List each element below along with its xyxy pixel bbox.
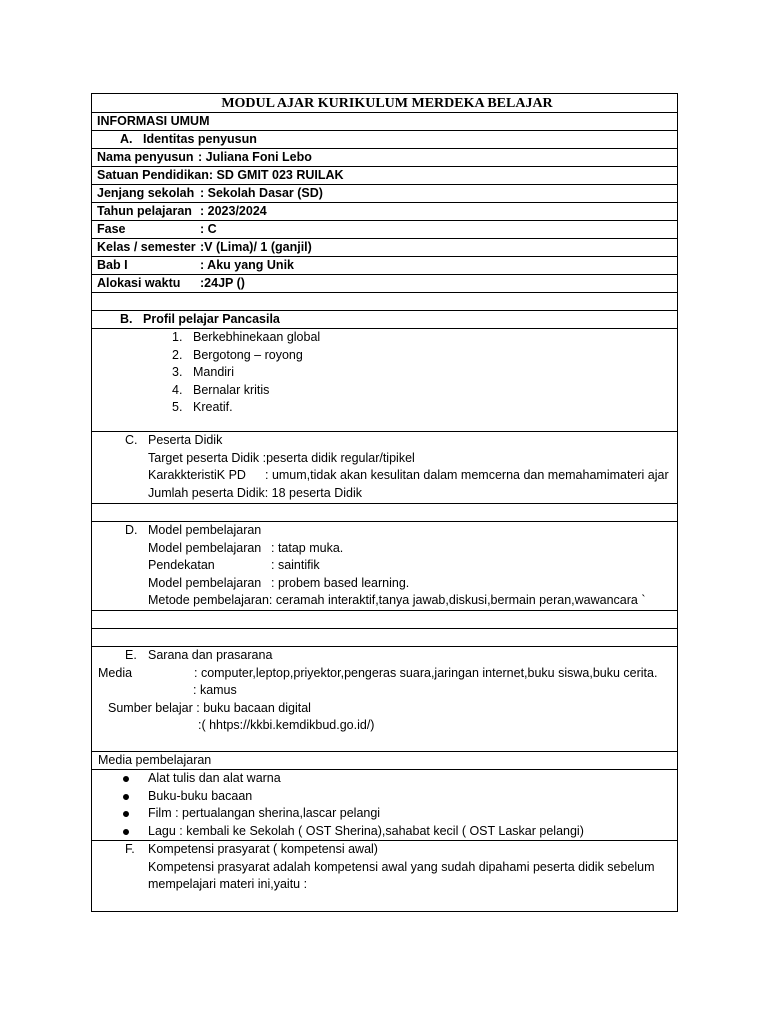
nama-label: Nama penyusun	[97, 150, 194, 164]
list-item: Film : pertualangan sherina,lascar pelangi	[97, 805, 677, 823]
section-d-heading	[97, 522, 677, 540]
empty-row	[92, 504, 677, 522]
metode-row: Metode pembelajaran: ceramah interaktif,tanya jawab,diskusi,bermain peran,wawancara `	[148, 593, 646, 607]
media-bullet-cell	[92, 770, 677, 841]
section-c-letter: C.	[125, 433, 138, 447]
list-item: Lagu : kembali ke Sekolah ( OST Sherina),sahabat kecil ( OST Laskar pelangi)	[97, 823, 677, 841]
model2-label: Model pembelajaran	[148, 575, 262, 590]
empty-row	[92, 611, 677, 629]
sumber-value: : buku bacaan digital	[196, 700, 311, 715]
jumlah-peserta: Jumlah peserta Didik: 18 peserta Didik	[148, 485, 362, 500]
section-a-heading	[92, 131, 677, 149]
section-a-title: Identitas penyusun	[143, 132, 257, 146]
bullet-icon	[123, 794, 129, 800]
kompetensi-paragraph-line-1: Kompetensi prasyarat adalah kompetensi awal yang sudah dipahami peserta didik sebelum	[148, 859, 655, 874]
kompetensi-paragraph-line-2: mempelajari materi ini,yaitu :	[148, 877, 308, 891]
identity-row-alokasi	[92, 275, 677, 293]
section-d-cell	[92, 522, 677, 611]
section-e-heading	[97, 647, 677, 665]
profil-list-cell	[92, 329, 677, 432]
target-peserta: Target peserta Didik :peserta didik regular/tipikel	[148, 450, 415, 465]
alokasi-value: :24JP ()	[200, 276, 245, 290]
list-item: 3. Mandiri	[172, 365, 234, 379]
section-d-title: Model pembelajaran	[148, 523, 262, 537]
section-f-heading	[97, 841, 677, 859]
identity-row-tahun	[92, 203, 677, 221]
bullet-icon	[123, 829, 129, 835]
sumber-link: :( hhtps://kkbi.kemdikbud.go.id/)	[198, 718, 375, 732]
profil-numbered-list	[97, 329, 677, 417]
list-item: 4. Bernalar kritis	[172, 382, 270, 397]
informasi-umum-heading: INFORMASI UMUM	[92, 113, 677, 131]
identity-row-nama	[92, 149, 677, 167]
karakteristik-label: KarakkteristiK PD	[148, 468, 246, 482]
media-row	[92, 665, 677, 683]
bullet-icon	[123, 811, 129, 817]
list-item: 2. Bergotong – royong	[172, 347, 303, 362]
fase-value: : C	[200, 222, 217, 236]
bab-value: : Aku yang Unik	[200, 258, 294, 272]
media-value: : computer,leptop,priyektor,pengeras suara,jaringan internet,buku siswa,buku cerita.	[194, 665, 658, 680]
identity-row-kelas	[92, 239, 677, 257]
document-title: MODUL AJAR KURIKULUM MERDEKA BELAJAR	[92, 94, 677, 113]
jenjang-value: : Sekolah Dasar (SD)	[200, 186, 323, 200]
section-c-title: Peserta Didik	[148, 433, 223, 447]
pendekatan-value: : saintifik	[271, 558, 320, 572]
kelas-label: Kelas / semester	[97, 240, 196, 254]
nama-value: : Juliana Foni Lebo	[198, 150, 312, 164]
kelas-value: :V (Lima)/ 1 (ganjil)	[200, 240, 312, 254]
bullet-icon	[123, 776, 129, 782]
model-row-1	[97, 540, 677, 558]
alokasi-label: Alokasi waktu	[97, 276, 181, 290]
section-f-letter: F.	[125, 842, 135, 856]
karakteristik-value: : umum,tidak akan kesulitan dalam memcerna dan memahamimateri ajar	[265, 468, 669, 482]
model1-label: Model pembelajaran	[148, 540, 262, 555]
section-d-letter: D.	[125, 523, 138, 537]
list-item: 1. Berkebhinekaan global	[172, 330, 321, 344]
media-label: Media	[98, 665, 133, 680]
list-item: Alat tulis dan alat warna	[97, 770, 677, 788]
section-f-title: Kompetensi prasyarat ( kompetensi awal)	[148, 842, 378, 856]
section-b-letter: B.	[120, 312, 133, 326]
list-item: 5. Kreatif.	[172, 400, 233, 414]
empty-row	[92, 293, 677, 311]
identity-row-bab	[92, 257, 677, 275]
document-table	[91, 93, 678, 912]
section-e-cell	[92, 647, 677, 752]
tahun-value: : 2023/2024	[200, 204, 267, 218]
satuan-value: : SD GMIT 023 RUILAK	[208, 168, 344, 182]
section-b-title: Profil pelajar Pancasila	[143, 312, 280, 326]
bab-label: Bab I	[97, 258, 128, 272]
identity-row-jenjang	[92, 185, 677, 203]
section-c-cell	[92, 432, 677, 504]
model-row-2	[97, 575, 677, 593]
media-pembelajaran-heading: Media pembelajaran	[92, 752, 677, 770]
pendekatan-row	[97, 557, 677, 575]
section-b-heading	[92, 311, 677, 329]
section-f-cell	[92, 841, 677, 911]
fase-label: Fase	[97, 222, 126, 236]
model2-value: : probem based learning.	[271, 575, 410, 590]
pendekatan-label: Pendekatan	[148, 558, 215, 572]
kamus-line: : kamus	[193, 683, 237, 697]
sumber-label: Sumber belajar	[108, 700, 193, 715]
section-a-letter: A.	[120, 132, 133, 146]
identity-row-fase	[92, 221, 677, 239]
section-e-letter: E.	[125, 648, 137, 662]
jenjang-label: Jenjang sekolah	[97, 186, 195, 200]
karakteristik-row	[97, 467, 677, 485]
model1-value: : tatap muka.	[271, 540, 344, 555]
identity-row-satuan	[92, 167, 677, 185]
sumber-belajar-row	[97, 700, 677, 718]
tahun-label: Tahun pelajaran	[97, 204, 192, 218]
satuan-label: Satuan Pendidikan	[97, 168, 209, 182]
empty-row	[92, 629, 677, 647]
list-item: Buku-buku bacaan	[97, 788, 677, 806]
section-e-title: Sarana dan prasarana	[148, 648, 273, 662]
section-c-heading	[97, 432, 677, 450]
